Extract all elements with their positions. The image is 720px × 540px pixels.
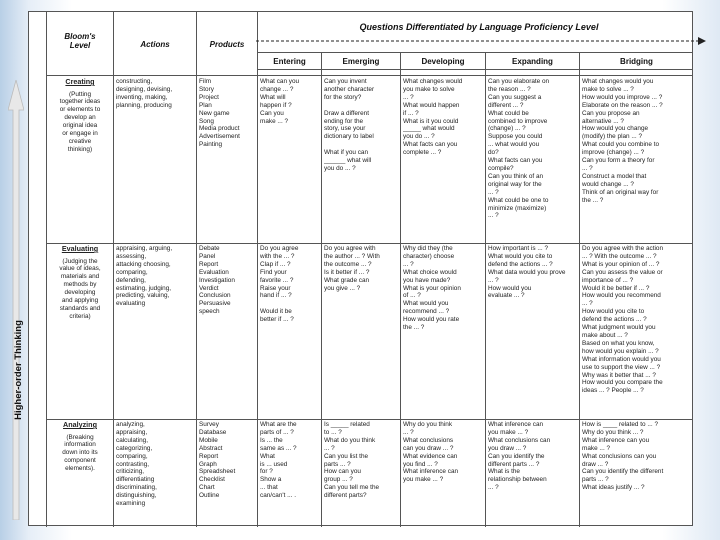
developing-line: What would you [403,300,449,308]
cell-products-evaluating [199,245,256,316]
entering-line: ... that [260,484,278,492]
expanding-line: compile? [488,164,514,172]
proficiency-arrow-icon [256,36,706,46]
expanding-line: How would you [488,284,532,292]
expanding-line: Can you suggest a [488,93,542,101]
developing-line: ... ? [403,428,414,436]
products-line: Panel [199,252,216,260]
developing-line: What facts can you [403,141,458,149]
entering-line: parts of ... ? [260,428,294,436]
level_desc-line: and applying [61,297,99,305]
developing-line: What choice would [403,268,457,276]
expanding-line: ... ? [488,188,499,196]
expanding-line: ... ? [488,276,499,284]
bridging-line: Based on what you know, [582,339,655,347]
products-line: Story [199,85,214,93]
level_desc-line: develop an [64,114,96,122]
cell-level-creating [48,78,112,154]
entering-line [260,300,320,308]
cell-actions-analyzing [116,421,195,508]
entering-line: better if ... ? [260,316,294,324]
developing-line: of ... ? [403,292,421,300]
level_desc-line: original idea [62,122,98,130]
emerging-line: ending for the [324,117,364,125]
level-title: Evaluating [61,245,99,253]
bridging-line: Why was it better that ... ? [582,371,656,379]
developing-line: Why did they (the [403,245,453,252]
bridging-line: Construct a model that [582,172,647,180]
products-line: Mobile [199,436,218,444]
level-title: Analyzing [63,421,97,429]
entering-line: Find your [260,268,287,276]
bridging-line: What ideas justify ... ? [582,484,645,492]
expanding-line: What could be one to [488,196,549,204]
entering-line: happen if ? [260,101,292,109]
emerging-line: dictionary to label [324,133,374,141]
emerging-line: you give ... ? [324,284,361,292]
bridging-line: Can you identify the different [582,468,664,476]
row-divider-2 [46,419,693,420]
products-line: speech [199,308,220,316]
cell-entering-evaluating [260,245,320,324]
col-divider-axis [46,12,47,527]
actions-line: examining [116,500,146,508]
stage-bridging: Bridging [620,57,653,66]
bridging-line: What inference can you [582,436,650,444]
developing-line: _____ what would [403,125,455,133]
level_desc-line: developing [64,289,96,297]
bridging-line: How would you cite to [582,308,645,316]
bridging-line: What changes would you [582,78,654,85]
header-level [47,32,113,50]
actions-line: calculating, [116,436,148,444]
stage-expanding: Expanding [512,57,553,66]
bridging-line: make to solve ... ? [582,85,634,93]
level_desc-line: standards and [59,304,101,312]
emerging-line: different parts? [324,492,367,500]
developing-line: recommend ... ? [403,308,450,316]
expanding-line: ... what would you [488,141,540,149]
expanding-line: (change) ... ? [488,125,526,133]
developing-line: Why do you think [403,421,453,428]
bridging-line: What conclusions can you [582,452,657,460]
products-line: Plan [199,101,212,109]
developing-line: What would happen [403,101,460,109]
expanding-line: original way for the [488,180,542,188]
developing-line: How would you rate [403,316,460,324]
level-description [48,434,112,474]
emerging-line: How can you [324,468,361,476]
emerging-line [324,141,399,149]
emerging-line: Is _____ related [324,421,370,428]
developing-line: What is it you could [403,117,459,125]
expanding-line: ... ? [488,484,499,492]
entering-line: same as ... ? [260,444,297,452]
expanding-line: What is the [488,468,520,476]
bridging-line: Can you assess the value or [582,268,663,276]
actions-line: contrasting, [116,460,150,468]
entering-line: can/can't ... . [260,492,297,500]
developing-line: you do ... ? [403,133,435,141]
col-divider-products [257,12,258,527]
developing-line: can you draw ... ? [403,444,454,452]
developing-line: What inference can [403,468,459,476]
level_desc-line: component [64,457,96,465]
level_desc-line: (Judging the [62,257,98,265]
level_desc-line: creative [68,137,92,145]
bridging-line: Can you form a theory for [582,157,655,165]
bridging-line: improve (change) ... ? [582,149,645,157]
level_desc-line: down into its [62,449,98,457]
entering-line: Show a [260,476,282,484]
bridging-line: ideas ... ? People ... ? [582,387,644,395]
level_desc-line: value of ideas, [59,265,101,273]
col-divider-emerging [400,52,401,527]
bridging-line: parts ... ? [582,476,609,484]
entering-line: with the ... ? [260,252,295,260]
expanding-line: What inference can [488,421,544,428]
expanding-line: you draw ... ? [488,444,527,452]
emerging-line: parts ... ? [324,460,351,468]
emerging-line [324,102,399,110]
expanding-line: What facts can you [488,157,543,165]
products-line: Investigation [199,276,235,284]
actions-line: comparing, [116,452,148,460]
bridging-line: What is your opinion of ... ? [582,260,660,268]
expanding-line: How important is ... ? [488,245,549,252]
products-line: New game [199,109,230,117]
cell-emerging-creating [324,78,399,173]
emerging-line: Draw a different [324,109,369,117]
products-line: Checklist [199,476,225,484]
developing-line: What conclusions [403,436,454,444]
actions-line: estimating, judging, [116,284,172,292]
expanding-line: Can you elaborate on [488,78,550,85]
actions-line: appraising, [116,428,148,436]
bridging-line: Would it be better if ... ? [582,284,650,292]
axis-label: Higher-order Thinking [13,320,24,420]
developing-line: complete ... ? [403,149,442,157]
actions-line: evaluating [116,300,146,308]
actions-line: designing, devising, [116,85,173,93]
entering-line: What can you [260,78,300,85]
actions-line: predicting, valuing, [116,292,170,300]
entering-line: What [260,452,275,460]
entering-line: Would it be [260,308,292,316]
level-description [48,258,112,321]
emerging-line: What grade can [324,276,370,284]
cell-level-evaluating [48,245,112,321]
entering-line: What will [260,93,286,101]
bridging-line: alternative ... ? [582,117,624,125]
bridging-line: How would you improve ... ? [582,93,663,101]
bridging-line: How is ____ related to ... ? [582,421,659,428]
actions-line: constructing, [116,78,153,85]
entering-line: Do you agree [260,245,299,252]
emerging-line: the author ... ? With [324,252,380,260]
emerging-line: Can you invent [324,78,367,85]
level_desc-line: (Breaking [66,433,94,441]
products-line: Abstract [199,444,223,452]
bridging-line: Elaborate on the reason ... ? [582,101,663,109]
bridging-line: use to support the view ... ? [582,363,661,371]
bridging-line: What information would you [582,355,661,363]
products-line: Advertisement [199,133,240,141]
actions-line: defending, [116,276,146,284]
actions-line: discriminating, [116,484,157,492]
products-line: Chart [199,484,215,492]
products-line: Report [199,260,219,268]
actions-line: comparing, [116,268,148,276]
expanding-line: you make ... ? [488,428,529,436]
bridging-line: make about ... ? [582,331,628,339]
products-line: Persuasive [199,300,231,308]
products-line: Verdict [199,284,219,292]
developing-line: you find ... ? [403,460,438,468]
actions-line: criticizing, [116,468,145,476]
cell-actions-creating [116,78,195,110]
bridging-line: What judgment would you [582,324,656,332]
expanding-line: different ... ? [488,101,524,109]
bridging-line: Why do you think ... ? [582,428,644,436]
expanding-line: defend the actions ... ? [488,260,553,268]
developing-line: ... ? [403,93,414,101]
cell-developing-creating [403,78,484,157]
level_desc-line: or elements to [59,106,101,114]
level_desc-line: together ideas [59,98,101,106]
developing-line: the ... ? [403,324,425,332]
col-divider-level [113,12,114,527]
actions-line: categorizing, [116,444,153,452]
cell-emerging-analyzing [324,421,399,500]
cell-expanding-evaluating [488,245,578,300]
expanding-line: different parts ... ? [488,460,540,468]
entering-line: What are the [260,421,297,428]
header-divider [46,75,693,76]
cell-developing-evaluating [403,245,484,332]
entering-line: Clap if ... ? [260,260,291,268]
emerging-line: to ... ? [324,428,342,436]
level_desc-line: (Putting [68,90,92,98]
cell-products-creating [199,78,256,149]
bridging-line: make ... ? [582,444,611,452]
cell-entering-creating [260,78,320,125]
level-title: Creating [65,78,95,86]
bridging-line: How would you change [582,125,649,133]
expanding-line: What data would you prove [488,268,566,276]
expanding-line: relationship between [488,476,547,484]
bridging-line: How would you recommend [582,292,661,300]
subheader-divider [257,69,693,70]
emerging-line: Can you list the [324,452,369,460]
header-level-text: Bloom's Level [64,32,96,50]
expanding-line: Can you identify the [488,452,545,460]
developing-line: ... ? [403,260,414,268]
actions-line: distinguishing, [116,492,157,500]
products-line: Conclusion [199,292,231,300]
bridging-line: ... ? [582,300,593,308]
bridging-line: how would you explain ... ? [582,347,659,355]
cell-entering-analyzing [260,421,320,500]
stage-developing: Developing [421,57,465,66]
actions-line: inventing, making, [116,93,168,101]
cell-products-analyzing [199,421,256,500]
stage-entering: Entering [273,57,306,66]
level_desc-line: materials and [60,273,100,281]
entering-line: change ... ? [260,85,294,93]
developing-line: you have made? [403,276,451,284]
products-line: Project [199,93,219,101]
emerging-line: What if you can [324,149,369,157]
entering-line: Raise your [260,284,291,292]
expanding-line: minimize (maximize) [488,204,547,212]
expanding-line: combined to improve [488,117,548,125]
bridging-line: the ... ? [582,196,604,204]
emerging-line: for the story? [324,93,362,101]
cell-level-analyzing [48,421,112,473]
emerging-line: group ... ? [324,476,353,484]
developing-line: you make to solve [403,85,455,93]
bridging-line: Think of an original way for [582,188,659,196]
emerging-line: Do you agree with [324,245,376,252]
products-line: Song [199,117,214,125]
entering-line: hand if ... ? [260,292,292,300]
products-line: Painting [199,141,223,149]
products-line: Media product [199,125,240,133]
actions-line: assessing, [116,252,147,260]
actions-line: differentiating [116,476,155,484]
developing-line: character) choose [403,252,455,260]
expanding-line: What could be [488,109,529,117]
expanding-line: ... ? [488,212,499,220]
level_desc-line: thinking) [67,145,93,153]
emerging-line: the outcome ... ? [324,260,372,268]
bloom-taxonomy-table [28,11,693,526]
level_desc-line: criteria) [69,312,91,320]
bridging-line: would change ... ? [582,180,634,188]
level_desc-line: elements). [65,465,95,473]
expanding-line: What would you cite to [488,252,553,260]
emerging-line: another character [324,85,375,93]
bridging-line: Do you agree with the action [582,245,663,252]
products-line: Film [199,78,212,85]
developing-line: What is your opinion [403,284,461,292]
bridging-line: defend the actions ... ? [582,316,647,324]
cell-expanding-analyzing [488,421,578,492]
actions-line: analyzing, [116,421,145,428]
bridging-line: How would you compare the [582,379,663,387]
col-divider-expanding [579,52,580,527]
questions-title: Questions Differentiated by Language Proficiency Level [359,22,599,32]
header-products: Products [209,40,245,49]
bridging-line: ... ? [582,164,593,172]
entering-line: make ... ? [260,117,289,125]
emerging-line: What do you think [324,436,376,444]
bridging-line: draw ... ? [582,460,609,468]
developing-line: if ... ? [403,109,419,117]
cell-bridging-evaluating [582,245,692,395]
row-divider-1 [46,243,693,244]
cell-emerging-evaluating [324,245,399,292]
developing-line: What evidence can [403,452,458,460]
level_desc-line: methods by [63,281,97,289]
emerging-line: Is it better if ... ? [324,268,370,276]
cell-expanding-creating [488,78,578,220]
products-line: Outline [199,492,220,500]
actions-line: planning, producing [116,101,172,109]
emerging-line: you do ... ? [324,164,356,172]
expanding-line: do? [488,149,499,157]
emerging-line: story, use your [324,125,366,133]
bridging-line: importance of ... ? [582,276,634,284]
level_desc-line: or engage in [62,130,98,138]
emerging-line: ______ what will [324,157,372,165]
actions-line: appraising, arguing, [116,245,173,252]
entering-line: is ... used [260,460,288,468]
level_desc-line: information [64,441,96,449]
cell-developing-analyzing [403,421,484,484]
stage-emerging: Emerging [342,57,380,66]
cell-bridging-creating [582,78,692,205]
emerging-line: Can you tell me the [324,484,380,492]
emerging-line: ... ? [324,444,335,452]
actions-line: attacking choosing, [116,260,171,268]
bridging-line: Can you propose an [582,109,640,117]
cell-actions-evaluating [116,245,195,308]
entering-line: Is ... the [260,436,283,444]
entering-line: for ? [260,468,273,476]
entering-line: favorite ... ? [260,276,294,284]
products-line: Report [199,452,219,460]
expanding-line: Suppose you could [488,133,543,141]
products-line: Spreadsheet [199,468,236,476]
bridging-line: (modify) the plan ... ? [582,133,643,141]
products-line: Evaluation [199,268,229,276]
level-description [48,91,112,154]
expanding-line: the reason ... ? [488,85,531,93]
entering-line: Can you [260,109,284,117]
products-line: Graph [199,460,217,468]
col-divider-actions [196,12,197,527]
products-line: Debate [199,245,220,252]
bridging-line: What could you combine to [582,141,660,149]
developing-line: you make ... ? [403,476,444,484]
products-line: Database [199,428,227,436]
expanding-line: Can you think of an [488,172,544,180]
expanding-line: evaluate ... ? [488,292,525,300]
products-line: Survey [199,421,219,428]
bridging-line: ... ? With the outcome ... ? [582,252,657,260]
cell-bridging-analyzing [582,421,692,492]
developing-line: What changes would [403,78,463,85]
col-divider-entering [321,52,322,527]
expanding-line: What conclusions can [488,436,551,444]
col-divider-developing [485,52,486,527]
header-actions: Actions [140,40,170,49]
subheader-divider-top [257,52,693,53]
